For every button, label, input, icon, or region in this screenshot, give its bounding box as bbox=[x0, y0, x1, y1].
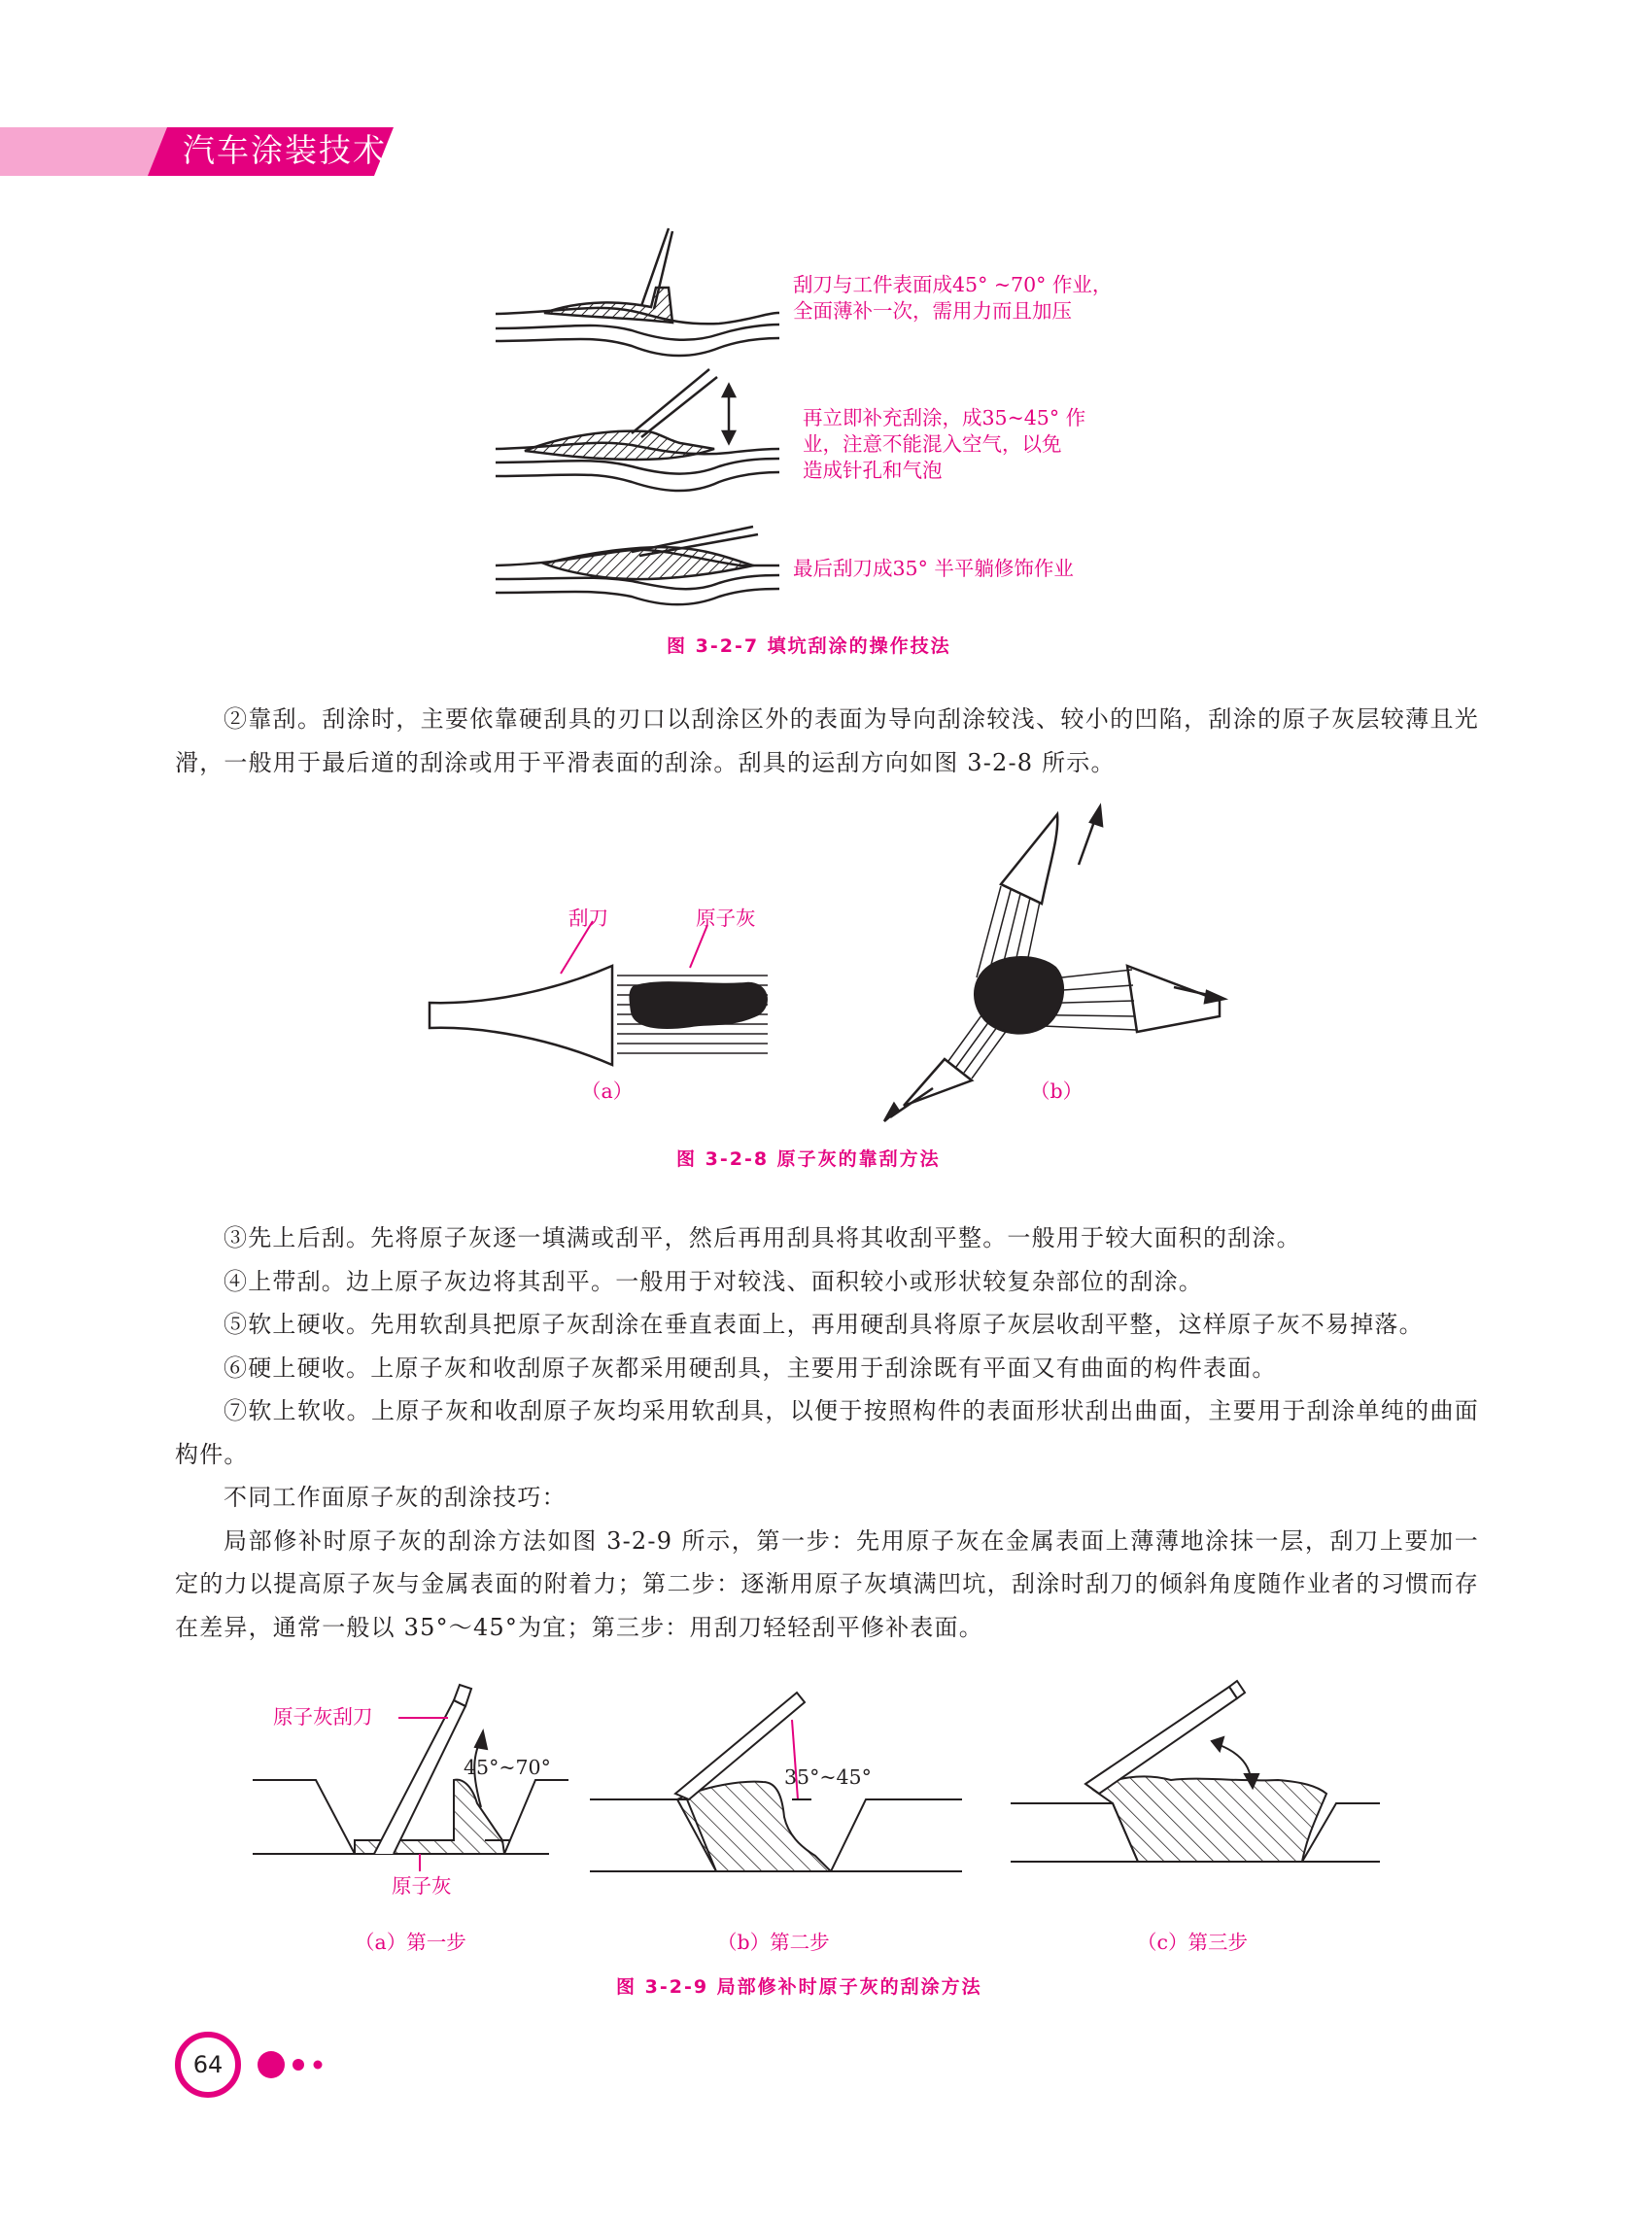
step2-diagram bbox=[590, 1693, 962, 1871]
paragraph-scrape-line2: 原子灰层较薄且光滑，一般用于最后道的刮涂或用于平滑表面的刮涂。刮具的运刮方向如图 3-2-8 所示。 bbox=[175, 705, 1479, 776]
label-angle-45-70: 45°~70° bbox=[464, 1756, 551, 1779]
stage2-diagram bbox=[496, 369, 779, 491]
stage3-note: 最后刮刀成35° 半平躺修饰作业 bbox=[793, 557, 1074, 580]
paragraph-hard-apply-hard-finish: ⑥硬上硬收。上原子灰和收刮原子灰都采用硬刮具，主要用于刮涂既有平面又有曲面的构件表面。 bbox=[224, 1353, 1277, 1382]
book-title: 汽车涂装技术 bbox=[183, 131, 387, 169]
figure-3-2-8-drawing bbox=[418, 797, 1254, 1117]
figure-3-2-8 bbox=[418, 797, 1254, 1117]
stage1-note-line2: 全面薄补一次，需用力而且加压 bbox=[793, 299, 1072, 323]
paragraph-scrape-method bbox=[175, 698, 1479, 784]
diagram-b bbox=[884, 806, 1224, 1121]
stage3-diagram bbox=[496, 527, 779, 604]
paragraph-block bbox=[175, 1216, 1479, 1649]
figure-3-2-9-caption: 图 3-2-9 局部修补时原子灰的刮涂方法 bbox=[616, 1976, 982, 1998]
label-scraper: 刮刀 bbox=[568, 907, 608, 930]
paragraph-soft-apply-soft-finish: ⑦软上软收。上原子灰和收刮原子灰均采用软刮具，以便于按照构件的表面形状刮出曲面，主要用于刮涂单纯的曲面构件。 bbox=[175, 1397, 1479, 1468]
stage1-note-line1: 刮刀与工件表面成45° ~70° 作业， bbox=[793, 273, 1113, 296]
diagram-a bbox=[430, 921, 768, 1065]
stage2-note-line2: 业，注意不能混入空气，以免 bbox=[803, 432, 1062, 456]
label-putty: 原子灰 bbox=[696, 907, 756, 930]
paragraph-apply-and-scrape: ④上带刮。边上原子灰边将其刮平。一般用于对较浅、面积较小或形状较复杂部位的刮涂。 bbox=[224, 1267, 1203, 1295]
subfig-step1-label: （a）第一步 bbox=[355, 1931, 466, 1954]
step3-diagram bbox=[1011, 1681, 1380, 1862]
label-putty-step1: 原子灰 bbox=[392, 1874, 452, 1898]
paragraph-fill-then-scrape: ③先上后刮。先将原子灰逐一填满或刮平，然后再用刮具将其收刮平整。一般用于较大面积的刮涂。 bbox=[224, 1224, 1301, 1251]
paragraph-techniques-heading: 不同工作面原子灰的刮涂技巧： bbox=[224, 1484, 567, 1511]
stage1-diagram bbox=[496, 228, 779, 356]
figure-3-2-7-caption: 图 3-2-7 填坑刮涂的操作技法 bbox=[667, 635, 951, 657]
figure-3-2-9-drawing bbox=[248, 1671, 1414, 1963]
stage2-note-line3: 造成针孔和气泡 bbox=[803, 459, 943, 482]
page-number: 64 bbox=[192, 2051, 224, 2078]
stage2-note-line1: 再立即补充刮涂，成35~45° 作 bbox=[803, 406, 1086, 429]
paragraph-scrape-line1: ②靠刮。刮涂时，主要依靠硬刮具的刃口以刮涂区外的表面为导向刮涂较浅、较小的凹陷，刮涂的 bbox=[224, 705, 1283, 733]
subfig-step3-label: （c）第三步 bbox=[1137, 1931, 1248, 1954]
figure-3-2-8-caption: 图 3-2-8 原子灰的靠刮方法 bbox=[676, 1148, 941, 1170]
figure-3-2-9 bbox=[248, 1671, 1414, 1963]
subfig-a-label: （a） bbox=[581, 1079, 634, 1103]
figure-3-2-7 bbox=[486, 223, 1166, 632]
paragraph-soft-apply-hard-finish: ⑤软上硬收。先用软刮具把原子灰刮涂在垂直表面上，再用硬刮具将原子灰层收刮平整，这样原子灰不易掉落。 bbox=[224, 1311, 1424, 1338]
label-putty-scraper: 原子灰刮刀 bbox=[273, 1705, 373, 1729]
paragraph-local-repair: 局部修补时原子灰的刮涂方法如图 3-2-9 所示，第一步：先用原子灰在金属表面上薄薄地涂抹一层，刮刀上要加一定的力以提高原子灰与金属表面的附着力；第二步：逐渐用原子灰填满凹坑，刮涂时刮刀的倾斜角度随作业者的习惯而存在差异，通常一般以 35°～45°为宜；第三步：用刮刀轻轻刮平修补表面。 bbox=[175, 1526, 1479, 1641]
subfig-b-label: （b） bbox=[1030, 1079, 1084, 1103]
subfig-step2-label: （b）第二步 bbox=[717, 1931, 830, 1954]
label-angle-35-45: 35°~45° bbox=[784, 1765, 872, 1789]
